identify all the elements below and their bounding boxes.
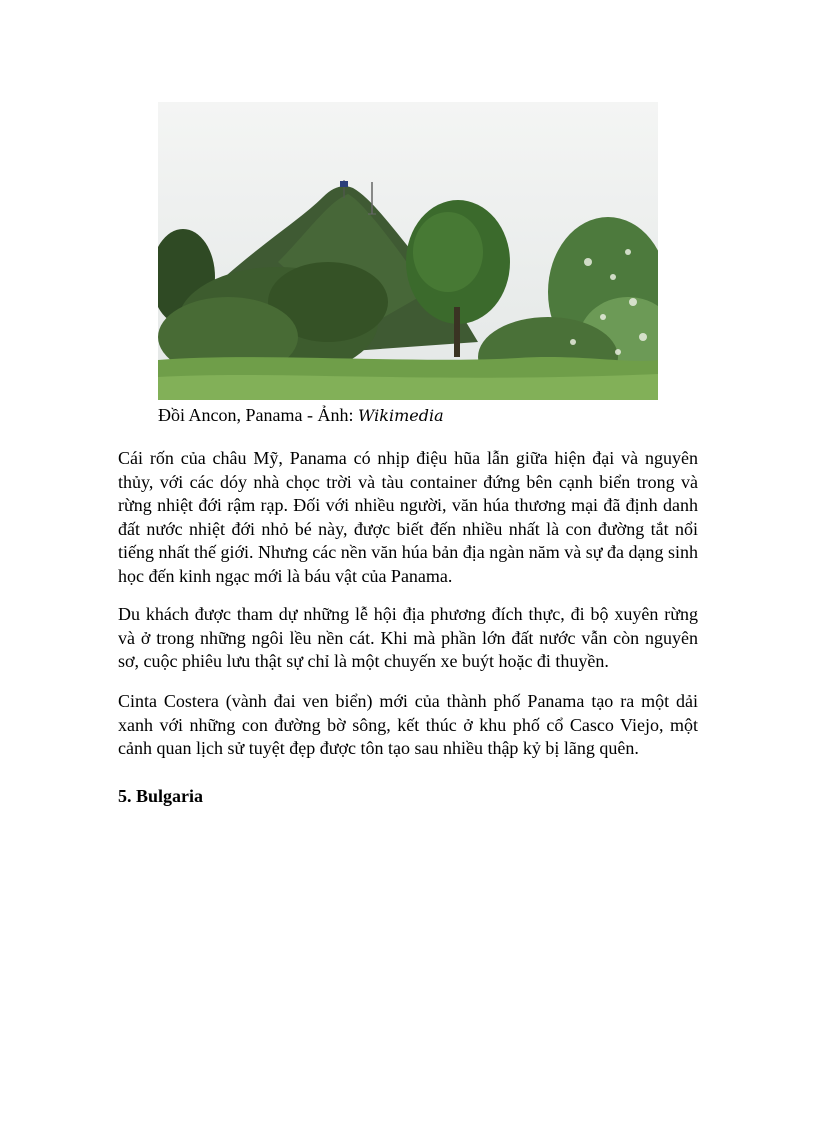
- caption-text: Đồi Ancon, Panama - Ảnh:: [158, 405, 358, 425]
- section-heading-bulgaria: 5. Bulgaria: [118, 786, 204, 806]
- paragraph-panama-activities: Du khách được tham dự những lễ hội địa phương đích thực, đi bộ xuyên rừng và ở trong những ngôi lều nền cát. Khi mà phần lớn đất nước vẫn còn nguyên sơ, cuộc phiêu lưu thật sự chỉ là một chuyến xe buýt hoặc đi thuyền.: [118, 604, 698, 671]
- paragraph-panama-intro: Cái rốn của châu Mỹ, Panama có nhịp điệu hũa lẫn giữa hiện đại và nguyên thủy, với các dóy nhà chọc trời và tàu container đứng bên cạnh biển trong và rừng nhiệt đới rậm rạp. Đối với nhiều người, văn húa thương mại đã định danh đất nước nhiệt đới nhỏ bé này, được biết đến nhiều nhất là con đường tắt nổi tiếng nhất thế giới. Nhưng các nền văn húa bản địa ngàn năm và sự đa dạng sinh học đến kinh ngạc mới là báu vật của Panama.: [118, 448, 698, 586]
- photo-caption: [158, 404, 444, 427]
- ancon-hill-photo: [158, 102, 658, 400]
- landscape-illustration: [158, 102, 658, 400]
- caption-source: Wikimedia: [357, 406, 444, 425]
- paragraph-cinta-costera: Cinta Costera (vành đai ven biển) mới của thành phố Panama tạo ra một dải xanh với những con đường bờ sông, kết thúc ở khu phố cổ Casco Viejo, một cảnh quan lịch sử tuyệt đẹp được tôn tạo sau nhiều thập kỷ bị lãng quên.: [118, 691, 698, 758]
